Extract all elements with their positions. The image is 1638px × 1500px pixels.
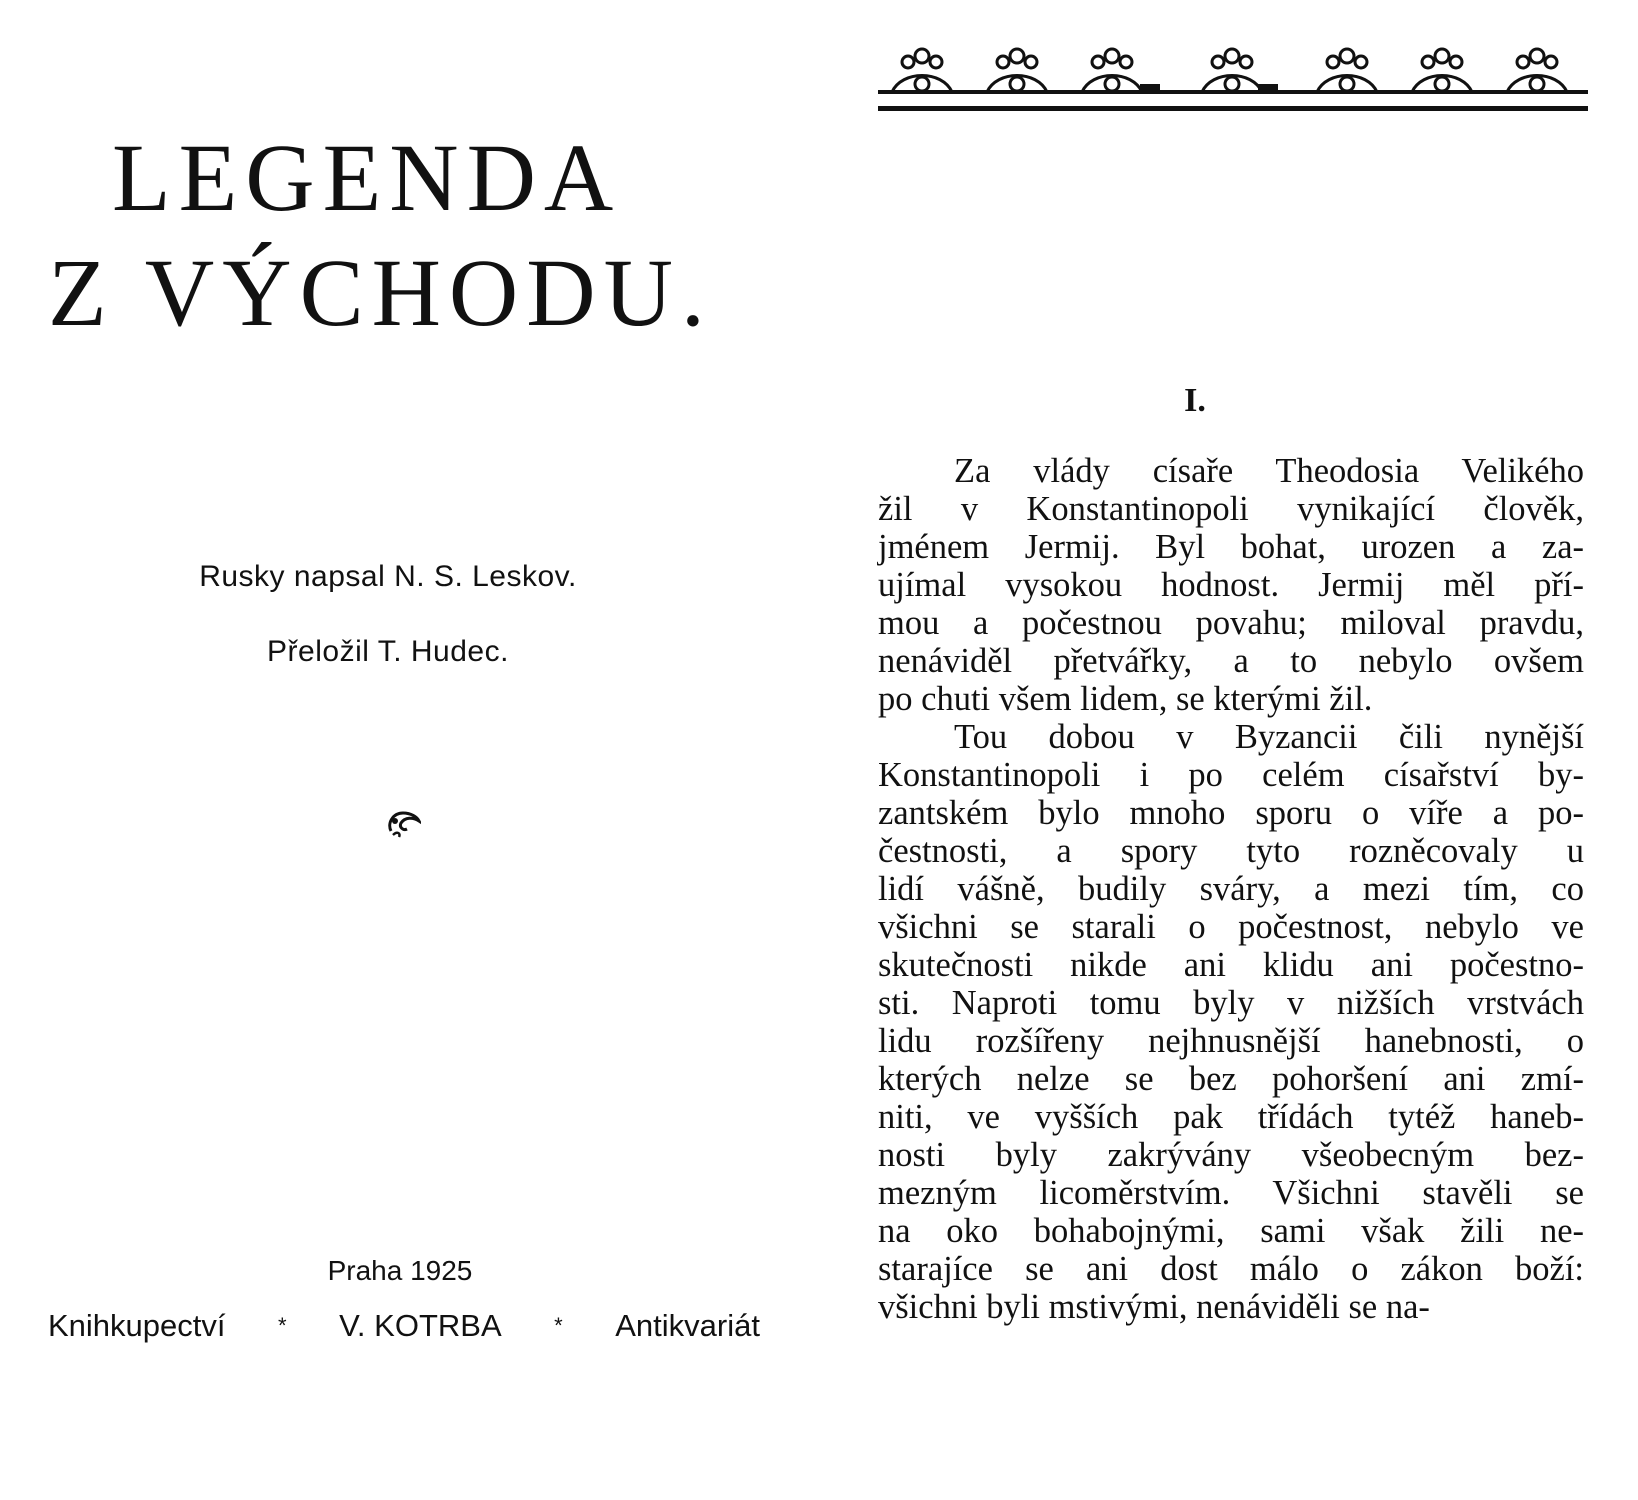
text-line: všichni byli mstivými, nenáviděli se na- (878, 1288, 1430, 1326)
text-line: čestnosti, a spory tyto rozněcovaly u (878, 832, 1584, 870)
book-title-line-2: Z VÝCHODU. (48, 239, 713, 346)
text-line: nosti byly zakrývány všeobecným bez- (878, 1136, 1584, 1174)
text-line: žil v Konstantinopoli vynikající člověk, (878, 490, 1584, 528)
text-line: jménem Jermij. Byl bohat, urozen a za- (878, 528, 1584, 566)
publisher-bookshop: Knihkupectví (48, 1308, 226, 1343)
publisher-line (48, 1308, 760, 1344)
text-line: sti. Naproti tomu byly v nižších vrstvách (878, 984, 1584, 1022)
text-page (870, 0, 1600, 1500)
text-line: Za vlády císaře Theodosia Velikého (954, 452, 1584, 490)
publisher-antiquariat: Antikvariát (615, 1308, 760, 1343)
body-text (878, 452, 1584, 1326)
text-line: nenáviděl přetvářky, a to nebylo ovšem (878, 642, 1584, 680)
text-line: mezným licoměrstvím. Všichni stavěli se (878, 1174, 1584, 1212)
translator-credit: Přeložil T. Hudec. (267, 635, 509, 668)
author-credit: Rusky napsal N. S. Leskov. (199, 560, 577, 593)
publication-place-year: Praha 1925 (327, 1255, 473, 1286)
text-line: mou a počestnou povahu; miloval pravdu, (878, 604, 1584, 642)
text-line: po chuti všem lidem, se kterými žil. (878, 680, 1373, 718)
text-line: ujímal vysokou hodnost. Jermij měl pří- (878, 566, 1584, 604)
text-line: Tou dobou v Byzancii čili nynější (954, 718, 1584, 756)
text-line: zantském bylo mnoho sporu o víře a po- (878, 794, 1584, 832)
title-page (0, 0, 800, 1500)
separator-star: * (278, 1313, 287, 1338)
text-line: lidí vášně, budily sváry, a mezi tím, co (878, 870, 1584, 908)
text-line: všichni se starali o počestnost, nebylo ve (878, 908, 1584, 946)
text-line: Konstantinopoli i po celém císařství by- (878, 756, 1584, 794)
book-title-line-1: LEGENDA (112, 124, 622, 231)
separator-star: * (554, 1313, 563, 1338)
text-line: na oko bohabojnými, sami však žili ne- (878, 1212, 1584, 1250)
chapter-number: I. (1184, 382, 1206, 419)
decorative-border-ornament-icon (878, 40, 1588, 120)
text-line: lidu rozšířeny nejhnusnější hanebnosti, o (878, 1022, 1584, 1060)
fleuron-icon (385, 805, 421, 839)
text-line: skutečnosti nikde ani klidu ani počestno- (878, 946, 1584, 984)
text-line: niti, ve vyšších pak třídách tytéž haneb- (878, 1098, 1584, 1136)
publisher-name: V. KOTRBA (339, 1308, 502, 1343)
text-line: starajíce se ani dost málo o zákon boží: (878, 1250, 1584, 1288)
text-line: kterých nelze se bez pohoršení ani zmí- (878, 1060, 1584, 1098)
